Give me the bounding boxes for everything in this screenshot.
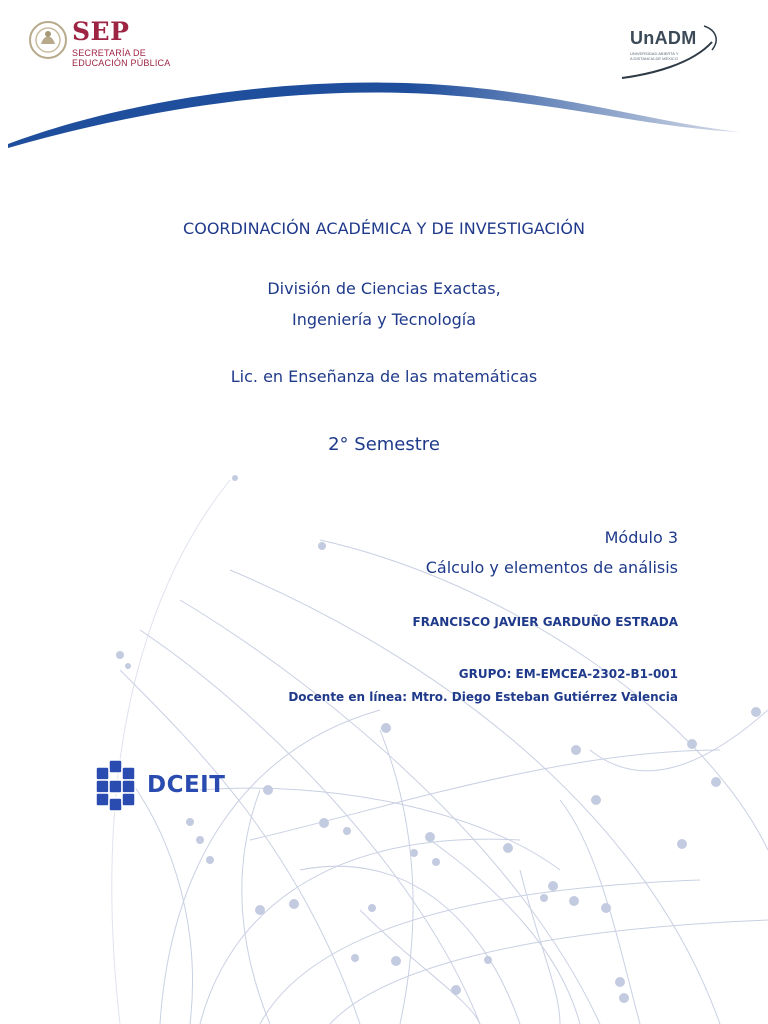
- cube-cluster-icon: [92, 758, 146, 814]
- sep-subtitle-line1: SECRETARÍA DE: [72, 48, 146, 58]
- course-name: Cálculo y elementos de análisis: [425, 558, 678, 577]
- header-wave: [0, 74, 768, 154]
- dceit-label: DCEIT: [147, 772, 226, 798]
- program-name: Lic. en Enseñanza de las matemáticas: [230, 367, 538, 386]
- coordination-heading: COORDINACIÓN ACADÉMICA Y DE INVESTIGACIÓN: [183, 219, 585, 238]
- module-label: Módulo 3: [604, 528, 678, 547]
- unadm-subtitle-line2: A DISTANCIA DE MÉXICO: [630, 56, 678, 61]
- unadm-subtitle-line1: UNIVERSIDAD ABIERTA Y: [630, 51, 679, 56]
- division-line1: División de Ciencias Exactas,: [267, 279, 501, 298]
- unadm-title: UnADM: [630, 28, 697, 48]
- sep-subtitle-line2: EDUCACIÓN PÚBLICA: [72, 58, 171, 68]
- teacher-name: Docente en línea: Mtro. Diego Esteban Gutiérrez Valencia: [288, 690, 678, 704]
- dceit-logo: [92, 758, 232, 818]
- unadm-logo: [612, 20, 724, 84]
- student-name: FRANCISCO JAVIER GARDUÑO ESTRADA: [412, 615, 678, 629]
- group-code: GRUPO: EM-EMCEA-2302-B1-001: [458, 667, 678, 681]
- sep-title: SEP: [72, 17, 130, 46]
- division-line2: Ingeniería y Tecnología: [291, 310, 477, 329]
- semester: 2° Semestre: [328, 434, 440, 455]
- mexico-seal-icon: [28, 20, 68, 60]
- sep-logo: [28, 18, 188, 66]
